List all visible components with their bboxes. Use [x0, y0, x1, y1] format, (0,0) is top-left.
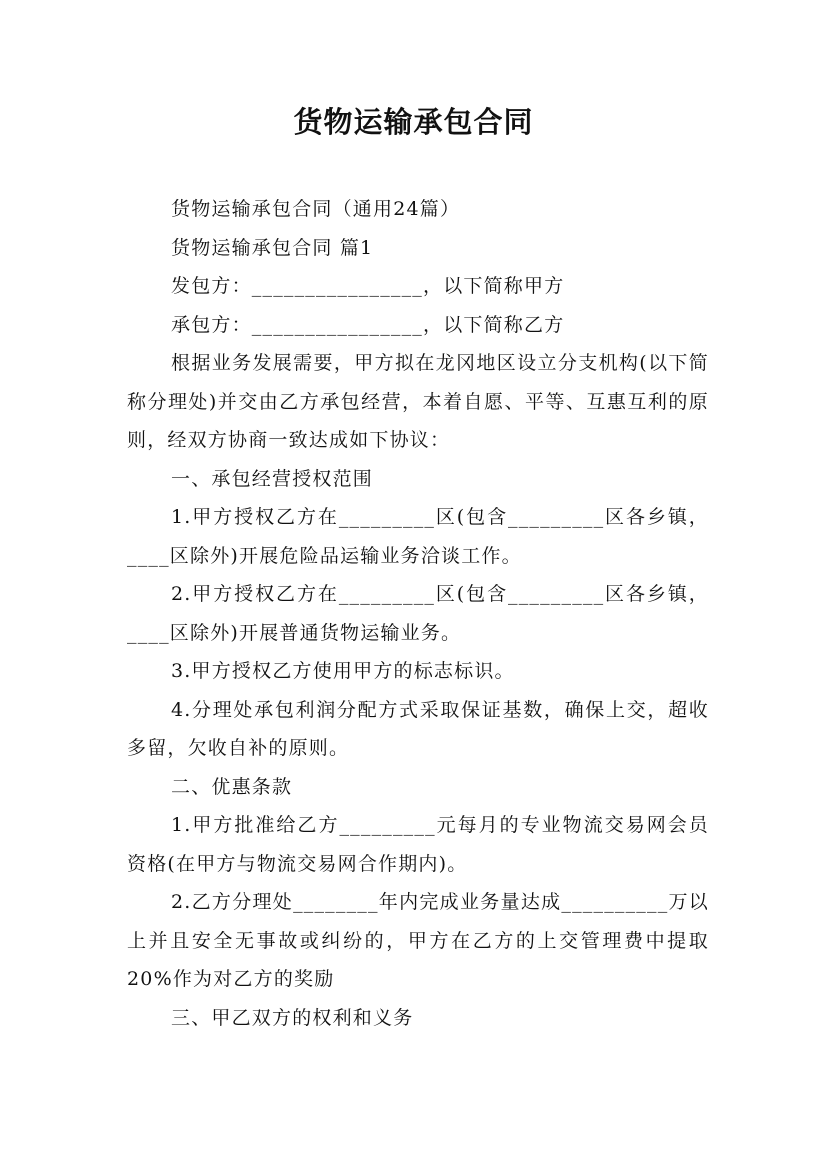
- clause-1-1: 1.甲方授权乙方在_________区(包含_________区各乡镇，____区除外)开展危险品运输业务洽谈工作。: [127, 506, 709, 567]
- heading-rights-obligations: 三、甲乙双方的权利和义务: [171, 1006, 414, 1029]
- document-title: 货物运输承包合同: [293, 105, 534, 139]
- paragraph-party-b: 承包方：________________，以下简称乙方: [171, 313, 565, 336]
- paragraph-section-heading: 货物运输承包合同 篇1: [171, 236, 374, 259]
- clause-1-2: 2.甲方授权乙方在_________区(包含_________区各乡镇，____区除外)开展普通货物运输业务。: [127, 583, 709, 644]
- heading-scope: 一、承包经营授权范围: [171, 467, 374, 490]
- paragraph-party-a: 发包方：________________，以下简称甲方: [171, 275, 565, 297]
- paragraph-preamble: 根据业务发展需要，甲方拟在龙冈地区设立分支机构(以下简称分理处)并交由乙方承包经营，本着自愿、平等、互惠互利的原则，经双方协商一致达成如下协议：: [127, 352, 709, 451]
- paragraph-subtitle: 货物运输承包合同（通用24篇）: [171, 198, 461, 220]
- clause-2-2: 2.乙方分理处________年内完成业务量达成__________万以上并且安全无事故或纠纷的，甲方在乙方的上交管理费中提取20%作为对乙方的奖励: [127, 891, 709, 990]
- clause-1-4: 4.分理处承包利润分配方式采取保证基数，确保上交，超收多留，欠收自补的原则。: [127, 698, 709, 759]
- clause-2-1: 1.甲方批准给乙方_________元每月的专业物流交易网会员资格(在甲方与物流交易网合作期内)。: [127, 814, 709, 875]
- heading-preferential-terms: 二、优惠条款: [171, 775, 293, 798]
- document-body: [127, 190, 709, 1037]
- clause-1-3: 3.甲方授权乙方使用甲方的标志标识。: [171, 660, 515, 682]
